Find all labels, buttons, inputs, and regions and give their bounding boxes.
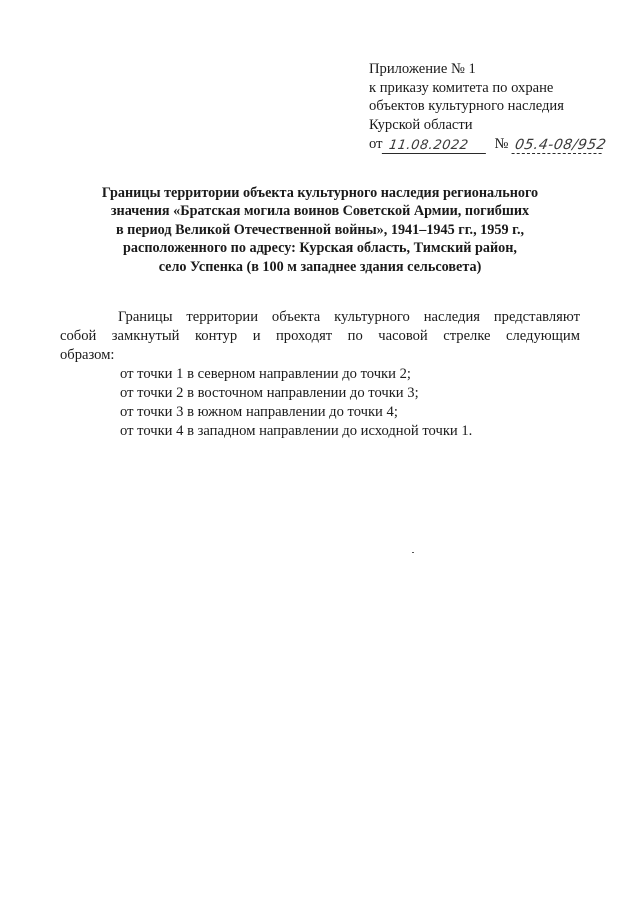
paragraph-line: [60, 327, 580, 346]
word: по: [347, 328, 363, 344]
intro-paragraph: [60, 308, 580, 365]
word: стрелке: [443, 328, 491, 344]
word: контур: [194, 328, 238, 344]
scan-speck: [412, 552, 414, 553]
title-line: значения «Братская могила воинов Советской Армии, погибших: [110, 203, 530, 220]
list-item: от точки 2 в восточном направлении до точки 3;: [120, 385, 419, 401]
word: и: [252, 328, 261, 344]
handwritten-order-number: 05.4-08/952: [512, 137, 605, 154]
appendix-committee: объектов культурного наследия: [369, 98, 564, 114]
word: проходят: [275, 328, 333, 344]
appendix-region: Курской области: [369, 116, 473, 133]
word: культурного: [334, 309, 410, 325]
word: наследия: [423, 309, 480, 325]
paragraph-line: образом:: [60, 347, 115, 363]
title-line: расположенного по адресу: Курская область, Тимский район,: [123, 240, 517, 257]
title-line: село Успенка (в 100 м западнее здания сельсовета): [158, 258, 482, 275]
word: территории: [186, 309, 259, 325]
word: объекта: [271, 309, 321, 325]
number-label: №: [494, 136, 509, 152]
word: замкнутый: [111, 328, 180, 344]
document-title: [60, 184, 580, 276]
word: следующим: [506, 328, 580, 344]
order-date-number-line: [369, 135, 629, 154]
handwritten-date: 11.08.2022: [382, 137, 488, 154]
body-text: [60, 308, 580, 441]
list-item: от точки 4 в западном направлении до исходной точки 1.: [120, 423, 473, 439]
appendix-number: Приложение № 1: [369, 61, 476, 77]
list-item: от точки 1 в северном направлении до точки 2;: [120, 366, 411, 382]
word: часовой: [378, 328, 428, 344]
list-item: от точки 3 в южном направлении до точки 4;: [120, 404, 398, 420]
appendix-order-ref: к приказу комитета по охране: [369, 79, 554, 96]
from-label: от: [369, 136, 383, 152]
appendix-header: [369, 60, 629, 154]
boundary-points-list: [118, 365, 580, 441]
paragraph-line: [118, 308, 580, 327]
word: представляют: [493, 309, 580, 325]
title-line: в период Великой Отечественной войны», 1941–1945 гг., 1959 г.,: [115, 221, 525, 238]
title-line: Границы территории объекта культурного наследия регионального: [101, 185, 539, 201]
word: Границы: [118, 309, 173, 325]
word: собой: [60, 328, 97, 344]
